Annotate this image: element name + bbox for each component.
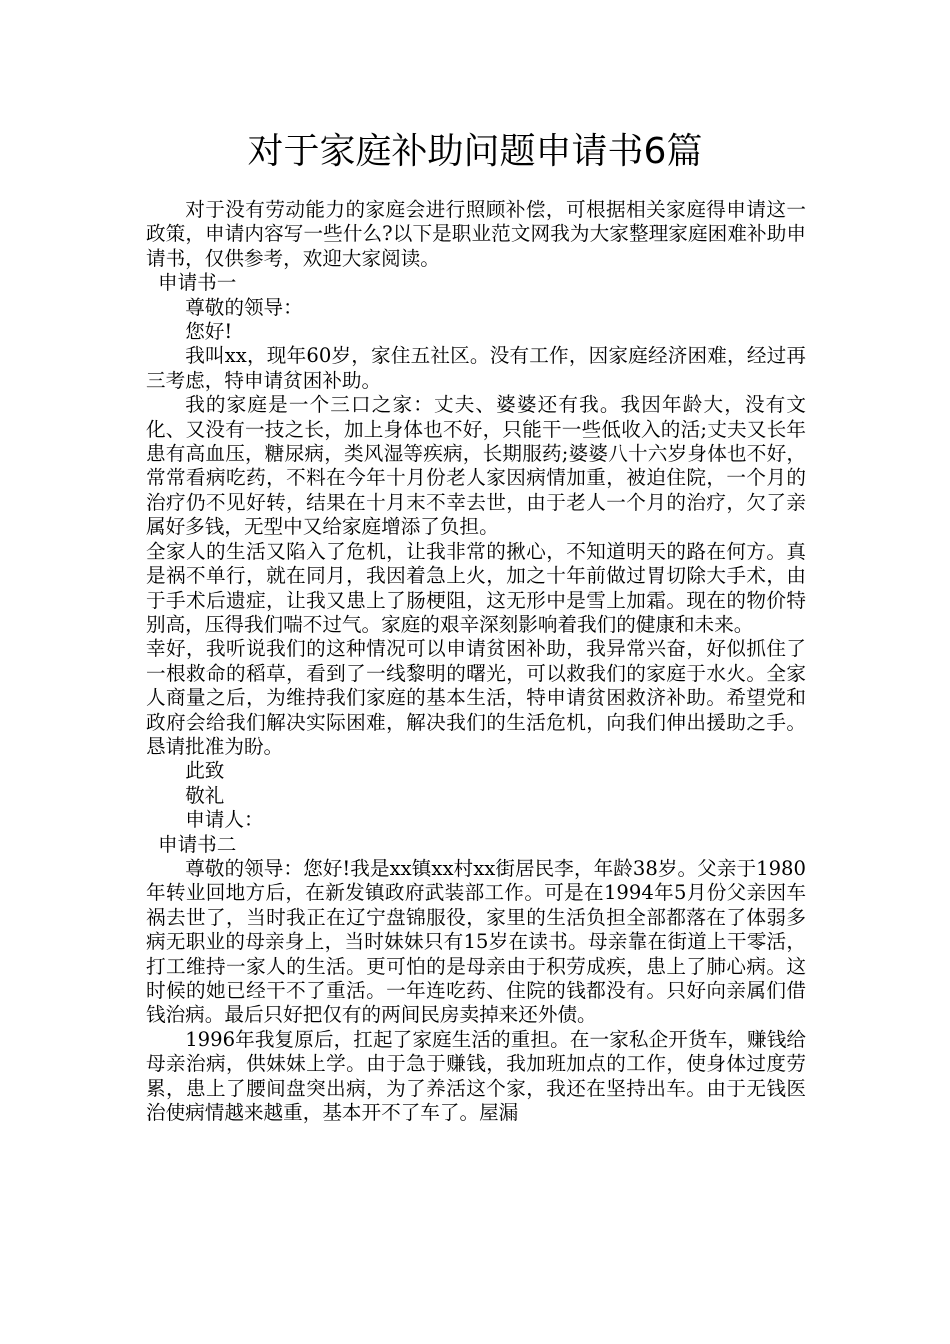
section-heading: 申请书一 bbox=[158, 271, 237, 295]
paragraph: 幸好，我听说我们的这种情况可以申请贫困补助，我异常兴奋，好似抓住了一根救命的稻草，看到了一线黎明的曙光，可以救我们的家庭于水火。全家人商量之后，为维持我们家庭的基本生活，特申请贫困救济补助。希望党和政府会给我们解决实际困难，解决我们的生活危机，向我们伸出援助之手。恳请批准为盼。 bbox=[146, 637, 806, 758]
paragraph: 尊敬的领导：您好!我是xx镇xx村xx街居民李，年龄38岁。父亲于1980年转业回地方后，在新发镇政府武装部工作。可是在1994年5月份父亲因车祸去世了，当时我正在辽宁盘锦服役，家里的生活负担全部都落在了体弱多病无职业的母亲身上，当时妹妹只有15岁在读书。母亲靠在街道上干零活，打工维持一家人的生活。更可怕的是母亲由于积劳成疾，患上了肺心病。这时候的她已经干不了重活。一年连吃药、住院的钱都没有。只好向亲属们借钱治病。最后只好把仅有的两间民房卖掉来还外债。 bbox=[146, 856, 806, 1027]
paragraph: 此致 bbox=[185, 759, 225, 783]
paragraph: 我叫xx，现年60岁，家住五社区。没有工作，因家庭经济困难，经过再三考虑，特申请贫困补助。 bbox=[146, 344, 806, 392]
section-heading: 申请书二 bbox=[158, 832, 237, 856]
document-body bbox=[146, 198, 806, 1125]
paragraph: 敬礼 bbox=[185, 783, 225, 807]
document-title: 对于家庭补助问题申请书6篇 bbox=[247, 131, 703, 172]
paragraph: 申请人： bbox=[185, 808, 264, 832]
paragraph: 尊敬的领导： bbox=[185, 295, 303, 319]
paragraph: 对于没有劳动能力的家庭会进行照顾补偿，可根据相关家庭得申请这一政策，申请内容写一些什么?以下是职业范文网我为大家整理家庭困难补助申请书，仅供参考，欢迎大家阅读。 bbox=[146, 198, 806, 270]
paragraph: 1996年我复原后，扛起了家庭生活的重担。在一家私企开货车，赚钱给母亲治病，供妹妹上学。由于急于赚钱，我加班加点的工作，使身体过度劳累，患上了腰间盘突出病，为了养活这个家，我还在坚持出车。由于无钱医治使病情越来越重，基本开不了车了。屋漏 bbox=[146, 1027, 806, 1125]
paragraph: 我的家庭是一个三口之家：丈夫、婆婆还有我。我因年龄大，没有文化、又没有一技之长，加上身体也不好，只能干一些低收入的活;丈夫又长年患有高血压，糖尿病，类风湿等疾病，长期服药;婆婆八十六岁身体也不好，常常看病吃药，不料在今年十月份老人家因病情加重，被迫住院，一个月的治疗仍不见好转，结果在十月末不幸去世，由于老人一个月的治疗，欠了亲属好多钱，无型中又给家庭增添了负担。 bbox=[146, 393, 806, 539]
paragraph: 全家人的生活又陷入了危机，让我非常的揪心，不知道明天的路在何方。真是祸不单行，就在同月，我因着急上火，加之十年前做过胃切除大手术，由于手术后遗症，让我又患上了肠梗阻，这无形中是雪上加霜。现在的物价特别高，压得我们喘不过气。家庭的艰辛深刻影响着我们的健康和未来。 bbox=[146, 539, 806, 636]
paragraph: 您好! bbox=[185, 320, 233, 344]
